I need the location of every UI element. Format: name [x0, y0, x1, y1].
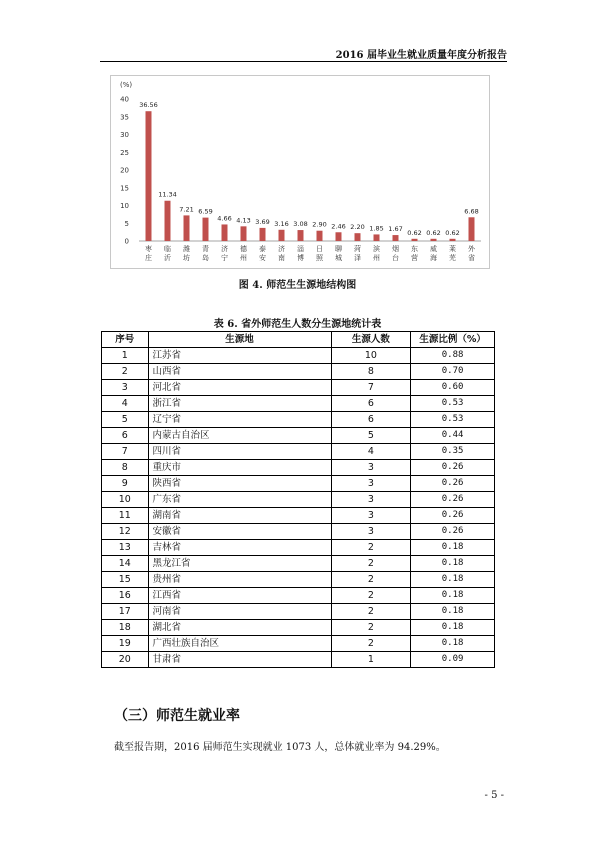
row-origin: 陕西省	[148, 476, 331, 492]
data-label: 6.68	[464, 207, 479, 216]
data-label: 2.20	[350, 223, 365, 232]
data-label: 0.62	[426, 228, 441, 237]
row-count: 3	[331, 460, 411, 476]
x-tick-label: 枣	[145, 245, 152, 253]
row-index: 12	[102, 524, 149, 540]
row-count: 3	[331, 524, 411, 540]
bar-chart	[110, 75, 490, 269]
header-count: 生源人数	[331, 332, 411, 348]
x-tick-label: 州	[373, 254, 380, 262]
table-row	[102, 572, 495, 588]
data-label: 36.56	[139, 101, 158, 110]
bar-4	[203, 218, 209, 241]
row-count: 6	[331, 396, 411, 412]
header-index: 序号	[102, 332, 149, 348]
row-origin: 贵州省	[148, 572, 331, 588]
data-label: 11.34	[158, 190, 177, 199]
bar-10	[317, 231, 323, 241]
x-tick-label: 菏	[354, 245, 361, 253]
row-ratio: 0.26	[411, 492, 495, 508]
table-row	[102, 364, 495, 380]
row-ratio: 0.53	[411, 412, 495, 428]
row-count: 1	[331, 652, 411, 668]
row-ratio: 0.44	[411, 428, 495, 444]
table-row	[102, 556, 495, 572]
x-tick-label: 烟	[392, 245, 399, 253]
row-count: 2	[331, 604, 411, 620]
x-tick-label: 泽	[354, 254, 361, 262]
page-header	[100, 45, 507, 62]
row-origin: 江苏省	[148, 348, 331, 364]
row-index: 1	[102, 348, 149, 364]
x-tick-label: 州	[240, 254, 247, 262]
row-origin: 甘肃省	[148, 652, 331, 668]
row-index: 4	[102, 396, 149, 412]
row-count: 2	[331, 572, 411, 588]
row-ratio: 0.18	[411, 620, 495, 636]
table-row	[102, 492, 495, 508]
row-count: 2	[331, 540, 411, 556]
page-number: - 5 -	[484, 790, 504, 801]
table-row	[102, 652, 495, 668]
bar-9	[298, 230, 304, 241]
row-index: 2	[102, 364, 149, 380]
table-row	[102, 524, 495, 540]
row-origin: 辽宁省	[148, 412, 331, 428]
x-tick-label: 淄	[297, 245, 304, 253]
row-ratio: 0.26	[411, 508, 495, 524]
x-tick-label: 日	[316, 245, 323, 253]
x-tick-label: 照	[316, 254, 323, 262]
table-row	[102, 604, 495, 620]
data-label: 1.85	[369, 224, 384, 233]
row-index: 6	[102, 428, 149, 444]
row-count: 8	[331, 364, 411, 380]
origin-table	[101, 331, 495, 668]
row-ratio: 0.53	[411, 396, 495, 412]
y-tick-label: 25	[120, 148, 129, 157]
y-unit-label: (%)	[120, 81, 133, 89]
table-row	[102, 348, 495, 364]
data-label: 2.46	[331, 222, 346, 231]
x-tick-label: 聊	[335, 245, 342, 253]
row-index: 7	[102, 444, 149, 460]
x-tick-label: 庄	[145, 254, 152, 262]
row-origin: 河南省	[148, 604, 331, 620]
data-label: 3.16	[274, 219, 289, 228]
x-tick-label: 潍	[183, 245, 190, 253]
x-tick-label: 威	[430, 245, 437, 253]
table-row	[102, 396, 495, 412]
row-origin: 河北省	[148, 380, 331, 396]
bar-18	[469, 217, 475, 241]
x-tick-label: 城	[335, 254, 342, 262]
x-tick-label: 岛	[202, 254, 209, 262]
table-caption: 表 6. 省外师范生人数分生源地统计表	[213, 319, 382, 330]
row-count: 4	[331, 444, 411, 460]
row-ratio: 0.18	[411, 636, 495, 652]
x-tick-label: 坊	[183, 254, 190, 262]
y-tick-label: 0	[124, 237, 129, 246]
data-label: 7.21	[179, 205, 194, 214]
data-label: 4.66	[217, 214, 232, 223]
row-index: 16	[102, 588, 149, 604]
x-tick-label: 芜	[449, 254, 456, 262]
bar-14	[393, 235, 399, 241]
row-count: 3	[331, 492, 411, 508]
data-label: 1.67	[388, 225, 403, 234]
header-ratio: 生源比例（%）	[411, 332, 495, 348]
figure-caption: 图 4. 师范生生源地结构图	[238, 280, 357, 291]
bar-chart-svg	[111, 76, 489, 268]
table-row	[102, 588, 495, 604]
row-index: 19	[102, 636, 149, 652]
section-paragraph: 截至报告期，2016 届师范生实现就业 1073 人，总体就业率为 94.29%。	[114, 742, 446, 753]
table-row	[102, 476, 495, 492]
bar-2	[165, 201, 171, 241]
row-ratio: 0.70	[411, 364, 495, 380]
table-row	[102, 380, 495, 396]
row-index: 13	[102, 540, 149, 556]
row-ratio: 0.35	[411, 444, 495, 460]
data-label: 4.13	[236, 216, 251, 225]
row-origin: 安徽省	[148, 524, 331, 540]
row-count: 7	[331, 380, 411, 396]
y-tick-label: 10	[120, 202, 129, 210]
x-tick-label: 德	[240, 245, 247, 253]
row-index: 9	[102, 476, 149, 492]
row-ratio: 0.60	[411, 380, 495, 396]
row-ratio: 0.26	[411, 460, 495, 476]
x-tick-label: 台	[392, 254, 399, 262]
row-origin: 浙江省	[148, 396, 331, 412]
data-label: 0.62	[445, 228, 460, 237]
bar-1	[146, 111, 152, 241]
bar-11	[336, 232, 342, 241]
bar-13	[374, 234, 380, 241]
x-tick-label: 济	[221, 245, 228, 253]
x-tick-label: 省	[468, 254, 475, 262]
row-ratio: 0.18	[411, 540, 495, 556]
row-ratio: 0.18	[411, 604, 495, 620]
x-tick-label: 济	[278, 245, 285, 253]
table-row	[102, 636, 495, 652]
row-count: 5	[331, 428, 411, 444]
row-ratio: 0.26	[411, 476, 495, 492]
x-tick-label: 南	[278, 254, 285, 262]
data-label: 0.62	[407, 228, 422, 237]
row-ratio: 0.18	[411, 556, 495, 572]
row-count: 3	[331, 476, 411, 492]
row-index: 14	[102, 556, 149, 572]
row-origin: 广东省	[148, 492, 331, 508]
x-tick-label: 临	[164, 245, 171, 253]
data-label: 2.90	[312, 220, 327, 229]
header-origin: 生源地	[148, 332, 331, 348]
x-tick-label: 滨	[373, 245, 380, 253]
x-tick-label: 安	[259, 254, 266, 262]
row-count: 3	[331, 508, 411, 524]
row-ratio: 0.88	[411, 348, 495, 364]
row-origin: 湖南省	[148, 508, 331, 524]
bar-15	[412, 239, 418, 241]
x-tick-label: 莱	[449, 245, 456, 253]
row-index: 5	[102, 412, 149, 428]
x-tick-label: 营	[411, 254, 418, 262]
y-tick-label: 15	[120, 184, 129, 193]
x-tick-label: 沂	[164, 254, 171, 262]
table-row	[102, 460, 495, 476]
row-count: 2	[331, 636, 411, 652]
row-count: 2	[331, 588, 411, 604]
row-ratio: 0.18	[411, 588, 495, 604]
y-tick-label: 5	[124, 219, 129, 228]
report-title: 2016 届毕业生就业质量年度分析报告	[335, 50, 507, 61]
row-index: 18	[102, 620, 149, 636]
row-count: 2	[331, 620, 411, 636]
row-index: 15	[102, 572, 149, 588]
row-origin: 江西省	[148, 588, 331, 604]
row-index: 10	[102, 492, 149, 508]
bar-5	[222, 224, 228, 241]
row-ratio: 0.26	[411, 524, 495, 540]
table-row	[102, 428, 495, 444]
row-origin: 山西省	[148, 364, 331, 380]
table-header-row	[102, 332, 495, 348]
bar-8	[279, 230, 285, 241]
data-label: 6.59	[198, 207, 213, 216]
row-index: 20	[102, 652, 149, 668]
y-tick-label: 20	[120, 166, 129, 175]
row-ratio: 0.18	[411, 572, 495, 588]
bar-6	[241, 226, 247, 241]
row-index: 17	[102, 604, 149, 620]
data-label: 3.08	[293, 220, 308, 229]
row-origin: 四川省	[148, 444, 331, 460]
x-tick-label: 宁	[221, 254, 228, 262]
row-origin: 广西壮族自治区	[148, 636, 331, 652]
table-row	[102, 508, 495, 524]
row-index: 11	[102, 508, 149, 524]
row-count: 2	[331, 556, 411, 572]
x-tick-label: 外	[468, 245, 475, 253]
row-count: 10	[331, 348, 411, 364]
y-tick-label: 30	[120, 131, 129, 139]
row-origin: 重庆市	[148, 460, 331, 476]
row-origin: 内蒙古自治区	[148, 428, 331, 444]
y-tick-label: 35	[120, 113, 129, 122]
x-tick-label: 泰	[259, 245, 266, 253]
row-index: 8	[102, 460, 149, 476]
y-tick-label: 40	[120, 95, 129, 104]
bar-17	[450, 239, 456, 241]
x-tick-label: 海	[430, 254, 437, 262]
table-row	[102, 620, 495, 636]
bar-3	[184, 215, 190, 241]
x-tick-label: 东	[411, 245, 418, 253]
section-title: （三）师范生就业率	[114, 708, 240, 724]
bar-7	[260, 228, 266, 241]
table-row	[102, 444, 495, 460]
row-origin: 黑龙江省	[148, 556, 331, 572]
bar-12	[355, 233, 361, 241]
row-index: 3	[102, 380, 149, 396]
bar-16	[431, 239, 437, 241]
row-ratio: 0.09	[411, 652, 495, 668]
table-row	[102, 412, 495, 428]
table-row	[102, 540, 495, 556]
row-origin: 湖北省	[148, 620, 331, 636]
row-count: 6	[331, 412, 411, 428]
data-label: 3.69	[255, 217, 270, 226]
x-tick-label: 青	[202, 245, 209, 253]
row-origin: 吉林省	[148, 540, 331, 556]
x-tick-label: 博	[297, 254, 304, 262]
